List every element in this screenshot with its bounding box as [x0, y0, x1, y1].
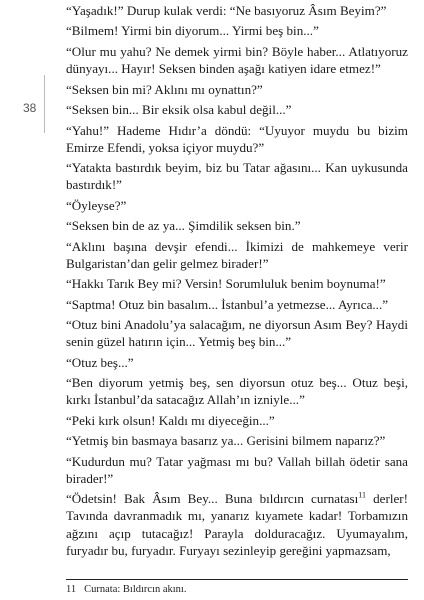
paragraph-8: “Öyleyse?” — [66, 197, 127, 213]
page-number: 38 — [23, 101, 37, 115]
paragraph-19-start: “Ödetsin! Bak Âsım Bey... Buna bıldırcın curnatası — [66, 491, 359, 507]
paragraph-16: “Peki kırk olsun! Kaldı mı diyeceğin...” — [66, 412, 275, 428]
footnote-separator — [66, 579, 408, 580]
margin-rule — [44, 75, 45, 133]
paragraph-4: “Seksen bin mi? Aklını mı oynattın?” — [66, 81, 263, 97]
paragraph-14: “Otuz beş...” — [66, 354, 134, 370]
paragraph-1: “Yaşadık!” Durup kulak verdi: “Ne basıyoruz Âsım Beyim?” — [66, 3, 387, 18]
paragraph-19-end: derler! Tavında davranmadık mı, yanarız kıyamete kadar! Torbamızın ağzını açıp tutacağız! Parayla dolduracağız. Uyumayalım, furyadır bu, furyadır. Furyayı sezinleyip gereğini yapmazsam, — [66, 491, 408, 558]
paragraph-12: “Saptma! Otuz bin basalım... İstanbul’a yetmezse... Ayrıca...” — [66, 296, 389, 312]
paragraph-11: “Hakkı Tarık Bey mi? Versin! Sorumluluk benim boynuma!” — [66, 276, 386, 292]
paragraph-2: “Bilmem! Yirmi bin diyorum... Yirmi beş bin...” — [66, 23, 319, 39]
paragraph-10: “Aklını başına devşir efendi... İkimizi de mahkemeye verir Bulgaristan’dan gelir gelmez birader!” — [66, 238, 408, 271]
paragraph-9: “Seksen bin de az ya... Şimdilik seksen bin.” — [66, 218, 301, 234]
paragraph-17: “Yetmiş bin basmaya basarız ya... Gerisini bilmem naparız?” — [66, 433, 386, 449]
body-text — [66, 2, 408, 562]
paragraph-5: “Seksen bin... Bir eksik olsa kabul değil...” — [66, 102, 292, 118]
paragraph-3: “Olur mu yahu? Ne demek yirmi bin? Böyle haber... Atlatıyoruz dünyayı... Hayır! Seksen binden aşağı katiyen idare etmez!” — [66, 43, 408, 77]
footnote-number: 11 — [66, 584, 77, 595]
footnote-reference: 11 — [358, 491, 366, 501]
paragraph-15: “Ben diyorum yetmiş beş, sen diyorsun otuz beş... Otuz beşi, kırkı İstanbul’da satacağız Allah’ın izniyle...” — [66, 375, 408, 408]
footnote-text: Curnata: Bıldırcın akını. — [84, 584, 187, 595]
paragraph-13: “Otuz bini Anadolu’ya salacağım, ne diyorsun Asım Bey? Haydi senin güzel hatırın için... Yetmiş beş bin...” — [66, 317, 408, 350]
paragraph-19 — [66, 490, 408, 558]
paragraph-18: “Kudurdun mu? Tatar yağması mı bu? Vallah billah ödetir sana birader!” — [66, 453, 408, 486]
paragraph-6: “Yahu!” Hademe Hıdır’a döndü: “Uyuyor muydu bu bizim Emirze Efendi, yoksa içiyor muydu?” — [66, 122, 408, 155]
paragraph-7: “Yatakta bastırdık beyim, biz bu Tatar ağasını... Kan uykusunda bastırdık!” — [66, 160, 408, 193]
footnote — [66, 584, 186, 595]
